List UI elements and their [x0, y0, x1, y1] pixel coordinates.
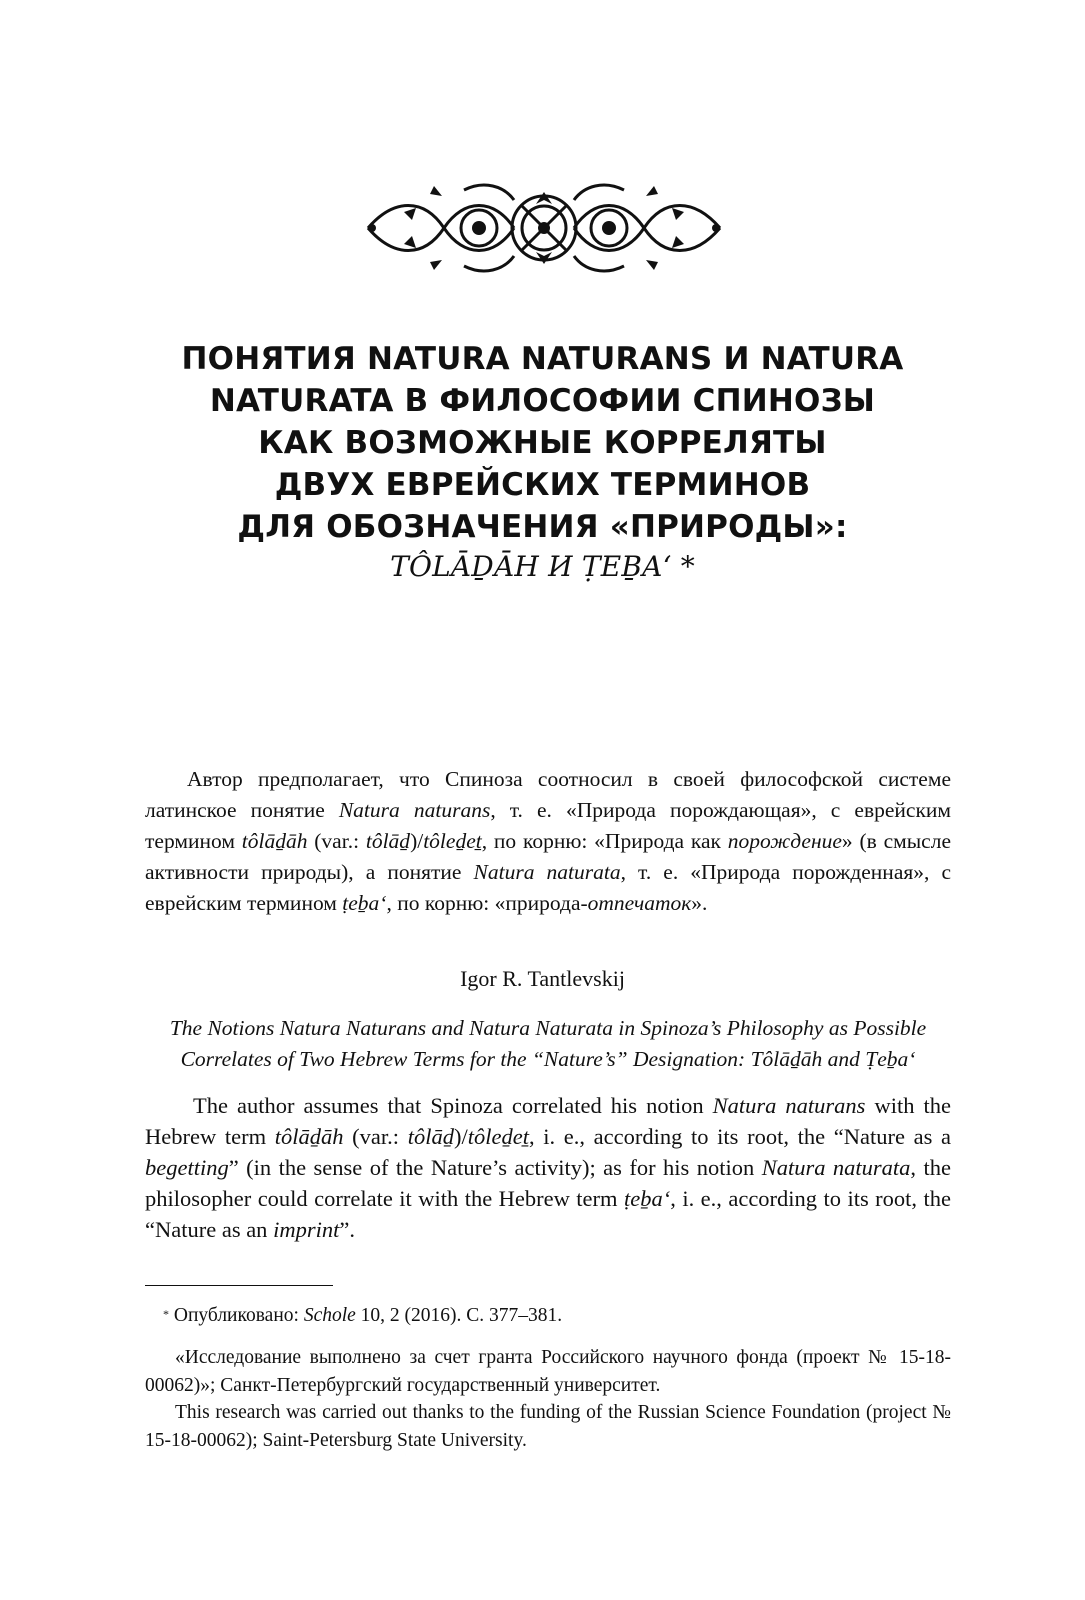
- journal-name: Schole: [303, 1305, 356, 1326]
- title-line: ДЛЯ ОБОЗНАЧЕНИЯ «ПРИРОДЫ»:: [237, 509, 848, 545]
- term-italic: ṭeḇa‘: [624, 1186, 671, 1211]
- text: , i. e., according to its root, the “Nature as a: [528, 1124, 951, 1149]
- title-italic-line: TÔLĀḎĀH И ṬEḆA‘ *: [390, 550, 695, 583]
- term-italic: tôlāḏ: [407, 1124, 454, 1149]
- text: )/: [453, 1124, 468, 1149]
- author-name: Igor R. Tantlevskij: [460, 966, 625, 991]
- term-italic: tôlāḏāh: [241, 829, 308, 853]
- term-italic: отпечаток: [587, 891, 692, 915]
- footnote-grant-en: This research was carried out thanks to the funding of the Russian Science Foundation (project № 15-18-00062); Saint-Petersburg State University.: [145, 1402, 951, 1451]
- text: , i. e., according to its root, the “Nature as an: [145, 1186, 951, 1242]
- text: , по корню: «Природа как: [481, 829, 728, 853]
- article-title: [140, 338, 945, 586]
- text: , т. е. «Природа порожденная», с еврейским термином: [145, 860, 951, 915]
- text: , по корню: «природа-: [386, 891, 588, 915]
- term-italic: Natura naturata: [761, 1155, 911, 1180]
- text: » (в смысле активности природы), а понятие: [145, 829, 951, 884]
- footnote-publication: [145, 1302, 951, 1330]
- term-italic: tôleḏeṯ: [423, 829, 482, 853]
- term-italic: imprint: [273, 1217, 340, 1242]
- text: (var.:: [307, 829, 366, 853]
- ornament-headpiece: [364, 178, 724, 278]
- text: , the philosopher could correlate it with the Hebrew term: [145, 1155, 951, 1211]
- abstract-russian: [145, 764, 951, 919]
- term-italic: tôlāḏāh: [274, 1124, 344, 1149]
- english-title: The Notions Natura Naturans and Natura Naturata in Spinoza’s Philosophy as Possible Correlates of Two Hebrew Terms for the “Nature’s” Designation: Tôlāḏāh and Ṭeḇa‘: [169, 1016, 927, 1071]
- term-italic: tôlāḏ: [365, 829, 411, 853]
- term-italic: Natura naturata: [473, 860, 621, 884]
- text: ”.: [339, 1217, 355, 1242]
- text: 10, 2 (2016). С. 377–381.: [355, 1305, 563, 1326]
- title-line: ДВУХ ЕВРЕЙСКИХ ТЕРМИНОВ: [274, 467, 811, 503]
- term-italic: Natura naturans: [712, 1093, 866, 1118]
- term-italic: ṭeḇa‘: [342, 891, 387, 915]
- footnote-divider: [145, 1285, 333, 1286]
- title-line: ПОНЯТИЯ NATURA NATURANS И NATURA: [181, 341, 904, 377]
- text: with the Hebrew term: [145, 1093, 951, 1149]
- term-italic: tôleḏeṯ: [467, 1124, 529, 1149]
- term-italic: порождение: [727, 829, 842, 853]
- term-italic: Natura naturans: [338, 798, 491, 822]
- text: (var.:: [343, 1124, 408, 1149]
- footnote-grant-ru: «Исследование выполнено за счет гранта Российского научного фонда (проект № 15-18-00062)»; Санкт-Петербургский государственный университет.: [145, 1347, 951, 1396]
- title-line: КАК ВОЗМОЖНЫЕ КОРРЕЛЯТЫ: [258, 425, 827, 461]
- abstract-english: [145, 1090, 951, 1245]
- text: ».: [691, 891, 708, 915]
- text: ” (in the sense of the Nature’s activity); as for his notion: [228, 1155, 762, 1180]
- text: Опубликовано:: [169, 1305, 304, 1326]
- text: The author assumes that Spinoza correlated his notion: [193, 1093, 713, 1118]
- text: Автор предполагает, что Спиноза соотносил в своей философской системе латинское понятие: [145, 767, 951, 822]
- footnote-marker: *: [163, 1307, 169, 1321]
- term-italic: begetting: [145, 1155, 229, 1180]
- text: )/: [410, 829, 424, 853]
- title-line: NATURATA В ФИЛОСОФИИ СПИНОЗЫ: [209, 383, 876, 419]
- text: , т. е. «Природа порождающая», с еврейским термином: [145, 798, 951, 853]
